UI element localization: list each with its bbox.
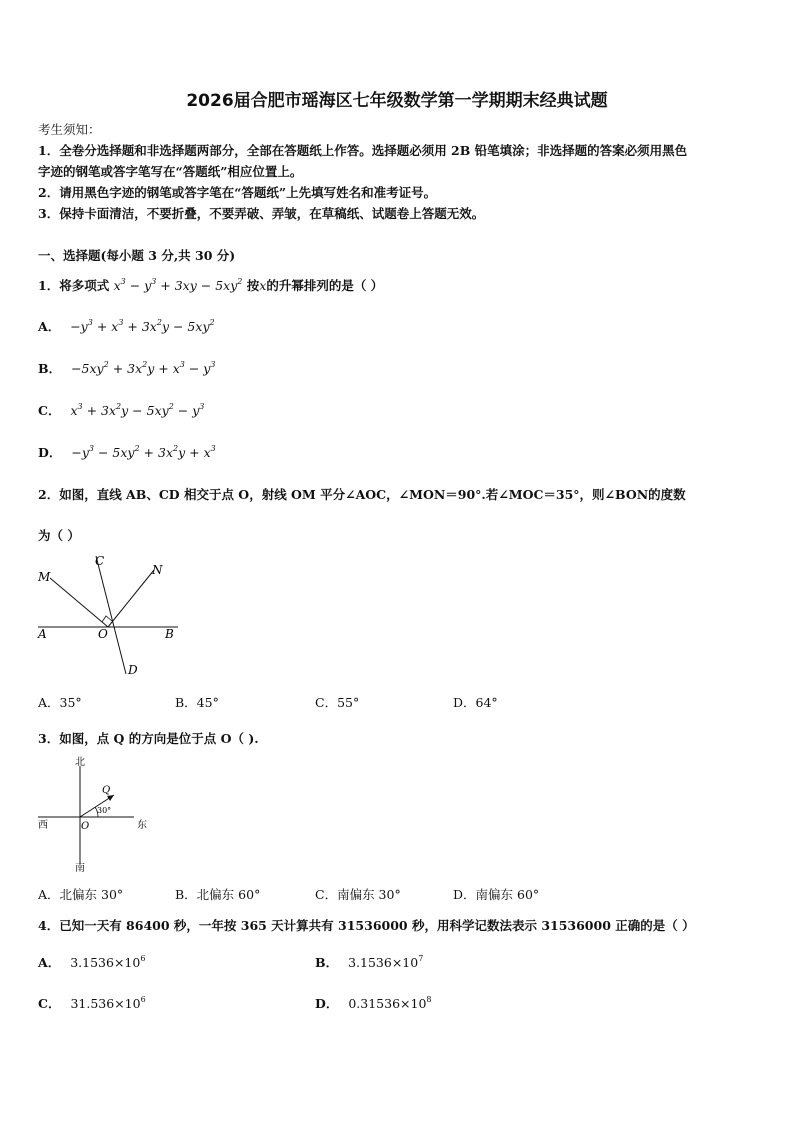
q2-option-d[interactable]: D．64°	[453, 695, 498, 710]
line-cd	[96, 556, 126, 674]
q4-option-b[interactable]: B． $3.1536\times 10^7$	[315, 954, 424, 970]
right-angle-mark	[102, 616, 112, 622]
q1-option-c[interactable]: C． $x^3 + 3x^2y - 5xy^2 - y^3$	[38, 402, 205, 418]
label-b: B	[165, 627, 174, 641]
ray-on	[108, 570, 154, 627]
label-a: A	[38, 627, 47, 641]
q4-option-c[interactable]: C． $31.536\times 10^6$	[38, 995, 146, 1011]
q3-figure	[34, 754, 160, 872]
question-3: 3．如图，点 Q 的方向是位于点 O（ ).	[38, 731, 259, 746]
label-o: O	[81, 821, 90, 832]
q2-option-b[interactable]: B．45°	[175, 695, 219, 710]
question-4: 4．已知一天有 86400 秒，一年按 365 天计算共有 31536000 秒，用科学记数法表示 31536000 正确的是（ ）	[38, 918, 695, 933]
q4-option-d[interactable]: D． $0.31536\times 10^8$	[315, 995, 432, 1011]
q1-option-d[interactable]: D． $-y^3 - 5xy^2 + 3x^2y + x^3$	[38, 444, 216, 460]
q2-option-a[interactable]: A．35°	[38, 695, 82, 710]
q2-option-c[interactable]: C．55°	[315, 695, 360, 710]
q1-option-b[interactable]: B． $-5xy^2 + 3x^2y + x^3 - y^3$	[38, 360, 216, 376]
label-q: Q	[102, 785, 111, 796]
label-m: M	[38, 570, 51, 584]
question-2-line2: 为（ ）	[38, 528, 80, 543]
q1-option-a[interactable]: A． $-y^3 + x^3 + 3x^2y - 5xy^2$	[38, 318, 215, 334]
q3-option-d[interactable]: D．南偏东 60°	[453, 887, 540, 902]
q1-suffix: 按	[246, 278, 260, 293]
q1-polynomial: $x^3 - y^3 + 3xy - 5xy^2$	[113, 277, 243, 293]
label-east: 东	[137, 820, 147, 831]
q3-option-a[interactable]: A．北偏东 30°	[38, 887, 124, 902]
notice-item1-line1: 1．全卷分选择题和非选择题两部分，全部在答题纸上作答。选择题必须用 2B 铅笔填涂；非选择题的答案必须用黑色	[38, 143, 688, 158]
label-north: 北	[75, 757, 85, 768]
notice-item2: 2．请用黑色字迹的钢笔或答字笔在“答题纸”上先填写姓名和准考证号。	[38, 185, 437, 200]
q1-prefix: 1．将多项式	[38, 278, 110, 293]
q1-var: x	[259, 278, 267, 293]
q1-tail: 的升幂排列的是（ ）	[266, 278, 384, 293]
q2-figure	[34, 548, 184, 680]
label-o: O	[98, 627, 108, 641]
page-title: 2026届合肥市瑶海区七年级数学第一学期期末经典试题	[186, 91, 608, 111]
label-n: N	[152, 563, 163, 577]
section-heading: 一、选择题(每小题 3 分,共 30 分)	[38, 248, 236, 263]
notice-heading: 考生须知：	[38, 122, 101, 137]
label-c: C	[95, 554, 105, 568]
question-1	[38, 276, 383, 294]
q4-option-a[interactable]: A． $3.1536\times 10^6$	[38, 954, 146, 970]
q3-option-b[interactable]: B．北偏东 60°	[175, 887, 261, 902]
label-d: D	[128, 663, 138, 677]
label-west: 西	[38, 820, 48, 831]
label-angle: 30°	[97, 806, 112, 815]
notice-item1-line2: 字迹的钢笔或答字笔写在“答题纸”相应位置上。	[38, 164, 303, 179]
ray-om	[50, 578, 108, 627]
question-2: 2．如图，直线 AB、CD 相交于点 O，射线 OM 平分∠AOC，∠MON＝90°.若∠MOC＝35°，则∠BON的度数	[38, 487, 686, 502]
label-south: 南	[75, 863, 85, 872]
q3-option-c[interactable]: C．南偏东 30°	[315, 887, 401, 902]
notice-item3: 3．保持卡面清洁，不要折叠，不要弄破、弄皱，在草稿纸、试题卷上答题无效。	[38, 206, 485, 221]
